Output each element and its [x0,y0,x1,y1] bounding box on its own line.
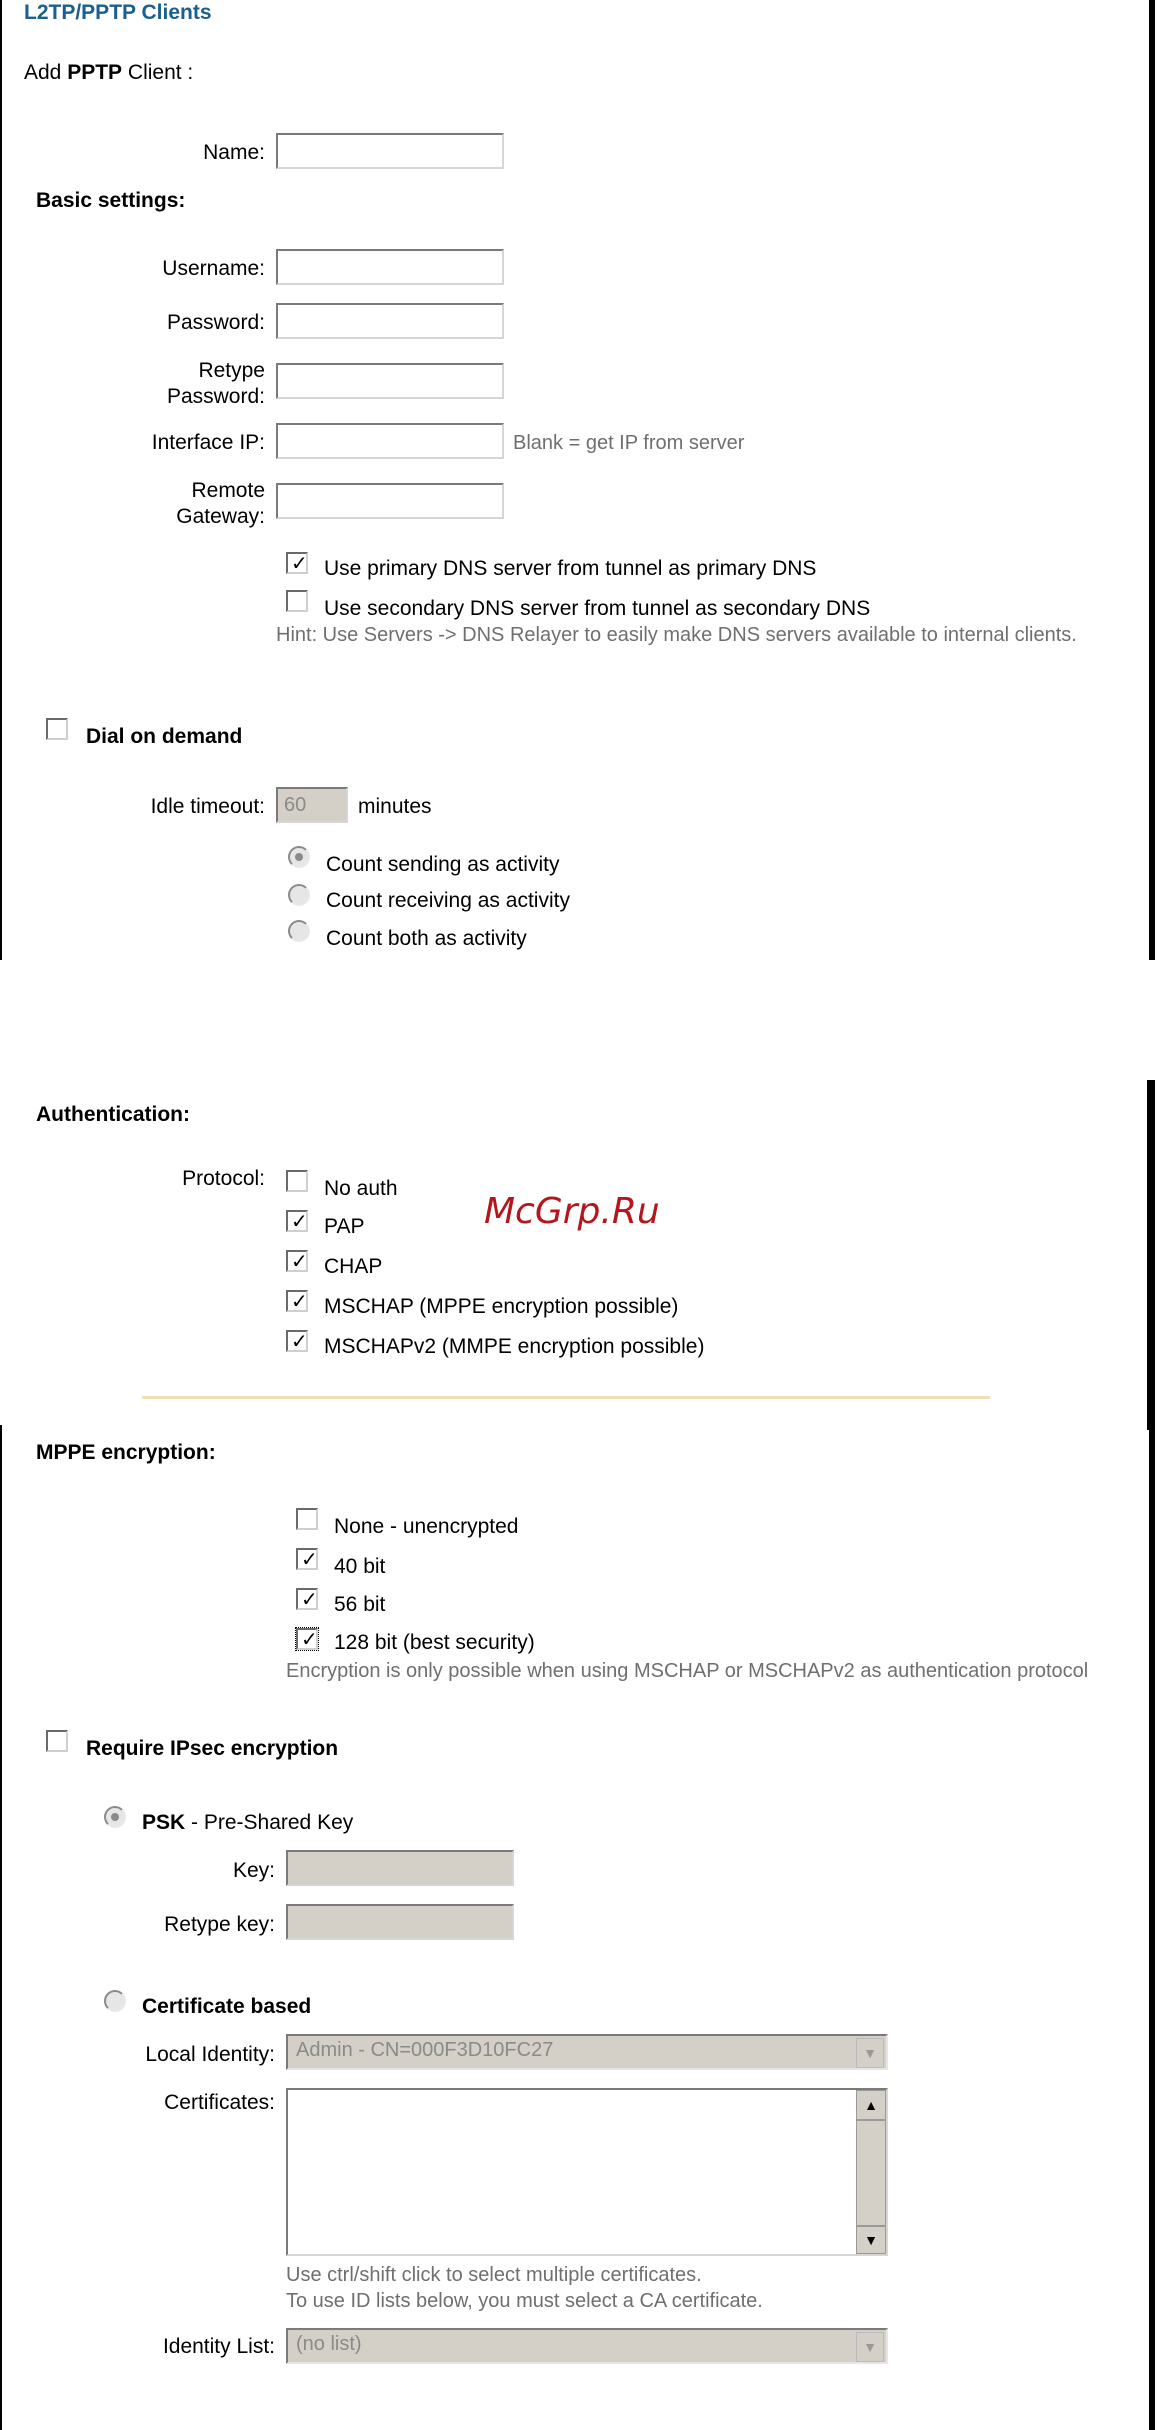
section-divider [142,1396,990,1399]
scroll-down-icon[interactable]: ▼ [856,2226,886,2254]
protocol-label: Protocol: [182,1167,265,1190]
check-icon: ✓ [291,551,308,575]
retype-key-input[interactable] [286,1904,514,1940]
count-both-radio[interactable] [288,920,310,942]
idle-timeout-label: Idle timeout: [150,795,265,818]
require-ipsec-heading: Require IPsec encryption [86,1737,339,1760]
psk-label-bold: PSK [142,1811,186,1834]
certificates-label: Certificates: [164,2091,275,2114]
dns-secondary-checkbox[interactable] [286,590,308,612]
left-border-top [0,0,2,960]
username-label: Username: [162,257,265,280]
interface-ip-label: Interface IP: [151,431,265,454]
dns-primary-label: Use primary DNS server from tunnel as primary DNS [324,557,817,580]
username-input[interactable] [276,249,504,285]
auth-noauth-label: No auth [324,1177,398,1200]
check-icon: ✓ [291,1249,308,1273]
scroll-thumb[interactable] [856,2120,886,2226]
check-icon: ✓ [291,1289,308,1313]
identity-list-select[interactable] [286,2328,888,2364]
right-border-top [1149,0,1155,960]
auth-chap-checkbox[interactable] [286,1250,308,1272]
local-identity-value: Admin - CN=000F3D10FC27 [296,2039,554,2061]
auth-pap-checkbox[interactable] [286,1210,308,1232]
mppe-40-checkbox[interactable] [296,1548,318,1570]
certificates-scrollbar[interactable] [856,2090,886,2254]
chevron-down-icon[interactable]: ▼ [856,2038,884,2068]
remote-gateway-input[interactable] [276,483,504,519]
mppe-56-checkbox[interactable] [296,1588,318,1610]
mppe-none-label: None - unencrypted [334,1515,519,1538]
dns-hint: Hint: Use Servers -> DNS Relayer to easily make DNS servers available to internal clients. [276,624,1077,646]
dial-on-demand-heading: Dial on demand [86,725,243,748]
count-sending-label: Count sending as activity [326,853,560,876]
name-input[interactable] [276,133,504,169]
radio-selected-dot [295,853,303,861]
cert-hint-2: To use ID lists below, you must select a CA certificate. [286,2290,763,2312]
check-icon: ✓ [301,1547,318,1571]
retype-password-input[interactable] [276,363,504,399]
count-receiving-radio[interactable] [288,884,310,906]
mppe-none-checkbox[interactable] [296,1508,318,1530]
count-sending-radio[interactable] [288,846,310,868]
psk-radio[interactable] [104,1806,126,1828]
check-icon: ✓ [291,1209,308,1233]
chevron-down-icon[interactable]: ▼ [856,2332,884,2362]
retype-key-label: Retype key: [164,1913,275,1936]
idle-timeout-unit: minutes [358,795,432,818]
interface-ip-input[interactable] [276,423,504,459]
retype-password-label-line1: Retype [198,359,265,382]
dial-on-demand-checkbox[interactable] [46,718,68,740]
key-label: Key: [232,1859,275,1882]
password-label: Password: [166,311,265,334]
right-border-bottom-2 [1149,1425,1155,2430]
auth-pap-label: PAP [324,1215,365,1238]
identity-list-label: Identity List: [162,2335,275,2358]
auth-mschap-label: MSCHAP (MPPE encryption possible) [324,1295,679,1318]
require-ipsec-checkbox[interactable] [46,1730,68,1752]
add-client-heading [24,60,193,86]
radio-selected-dot [111,1813,119,1821]
retype-password-label [167,358,265,410]
add-prefix: Add [24,61,68,84]
mppe-56-label: 56 bit [334,1593,386,1616]
local-identity-label: Local Identity: [145,2043,275,2066]
mppe-40-label: 40 bit [334,1555,386,1578]
cert-hint-1: Use ctrl/shift click to select multiple certificates. [286,2264,702,2286]
idle-timeout-input[interactable] [276,787,348,823]
local-identity-select[interactable] [286,2034,888,2070]
retype-password-label-line2: Password: [166,385,265,408]
count-both-label: Count both as activity [326,927,527,950]
remote-gateway-label-line2: Gateway: [176,505,265,528]
mppe-128-checkbox[interactable] [296,1628,318,1650]
auth-mschap-checkbox[interactable] [286,1290,308,1312]
basic-settings-heading: Basic settings: [36,189,186,212]
password-input[interactable] [276,303,504,339]
psk-label [142,1810,353,1836]
authentication-heading: Authentication: [36,1103,190,1126]
count-receiving-label: Count receiving as activity [326,889,570,912]
name-label: Name: [203,141,265,164]
auth-mschapv2-label: MSCHAPv2 (MMPE encryption possible) [324,1335,705,1358]
left-border-bottom [0,1425,2,2430]
remote-gateway-label [176,478,265,530]
add-suffix: Client : [122,61,194,84]
auth-chap-label: CHAP [324,1255,383,1278]
page-title: L2TP/PPTP Clients [24,1,212,24]
psk-label-rest: - Pre-Shared Key [185,1811,354,1834]
dns-secondary-label: Use secondary DNS server from tunnel as secondary DNS [324,597,871,620]
key-input[interactable] [286,1850,514,1886]
watermark: McGrp.Ru [484,1191,660,1232]
identity-list-value: (no list) [296,2333,362,2355]
mppe-heading: MPPE encryption: [36,1441,216,1464]
certificates-listbox[interactable] [286,2088,888,2256]
check-icon: ✓ [301,1627,318,1651]
check-icon: ✓ [291,1329,308,1353]
scroll-up-icon[interactable]: ▲ [856,2090,886,2120]
mppe-hint: Encryption is only possible when using MSCHAP or MSCHAPv2 as authentication protocol [286,1660,1089,1682]
mppe-128-label: 128 bit (best security) [334,1631,535,1654]
auth-noauth-checkbox[interactable] [286,1170,308,1192]
certificate-radio[interactable] [104,1990,126,2012]
remote-gateway-label-line1: Remote [191,479,265,502]
dns-primary-checkbox[interactable] [286,552,308,574]
right-border-bottom [1147,1080,1155,1430]
add-type: PPTP [67,61,123,84]
interface-ip-hint: Blank = get IP from server [513,432,745,454]
certificate-label: Certificate based [142,1995,312,2018]
check-icon: ✓ [301,1587,318,1611]
auth-mschapv2-checkbox[interactable] [286,1330,308,1352]
